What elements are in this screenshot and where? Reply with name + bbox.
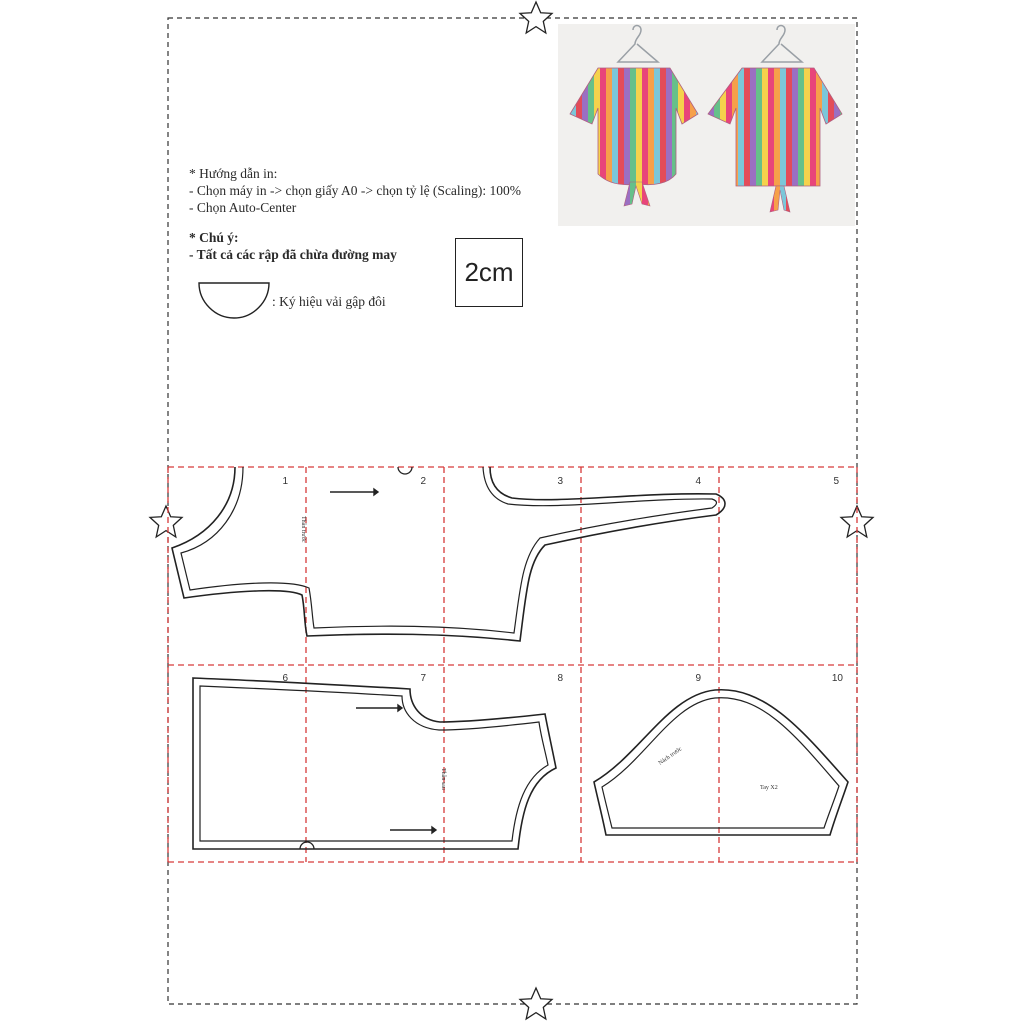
piece-label-sleeve: Tay X2 [760, 785, 778, 791]
registration-star-icon [520, 988, 552, 1019]
grainline-arrow [330, 489, 436, 833]
sleeve-piece [594, 690, 848, 835]
tile-number: 7 [420, 673, 426, 684]
tile-number: 6 [282, 673, 288, 684]
instruction-step: - Chọn Auto-Center [189, 200, 297, 215]
scale-check-box: 2cm [455, 238, 523, 307]
fold-symbol-icon [199, 283, 269, 318]
tile-number: 4 [695, 476, 701, 487]
tile-number: 9 [695, 673, 701, 684]
print-instructions [189, 165, 521, 216]
tile-grid [168, 467, 857, 862]
piece-label-armhole: Nách trước [657, 746, 684, 767]
seam-allowance-note [189, 229, 397, 263]
registration-star-icon [520, 2, 552, 33]
tile-number: 8 [557, 673, 563, 684]
tile-number: 1 [282, 476, 288, 487]
tile-number: 10 [831, 673, 843, 684]
registration-star-icon [150, 506, 182, 537]
back-bodice-piece [193, 678, 556, 849]
instruction-step: - Chọn máy in -> chọn giấy A0 -> chọn tỷ lệ (Scaling): 100% [189, 183, 522, 198]
piece-label-back: Thân sau [440, 768, 446, 790]
note-heading: * Chú ý: [189, 230, 239, 245]
instructions-heading: * Hướng dẫn in: [189, 166, 278, 181]
piece-label-front: Thân trước [300, 516, 306, 543]
tile-number: 3 [557, 476, 563, 487]
fold-legend-text: : Ký hiệu vải gập đôi [272, 294, 386, 309]
tile-number: 5 [833, 476, 839, 487]
tile-number: 2 [420, 476, 426, 487]
note-text: - Tất cả các rập đã chừa đường may [189, 247, 397, 262]
front-bodice-piece [172, 467, 725, 641]
product-photo [558, 24, 855, 226]
